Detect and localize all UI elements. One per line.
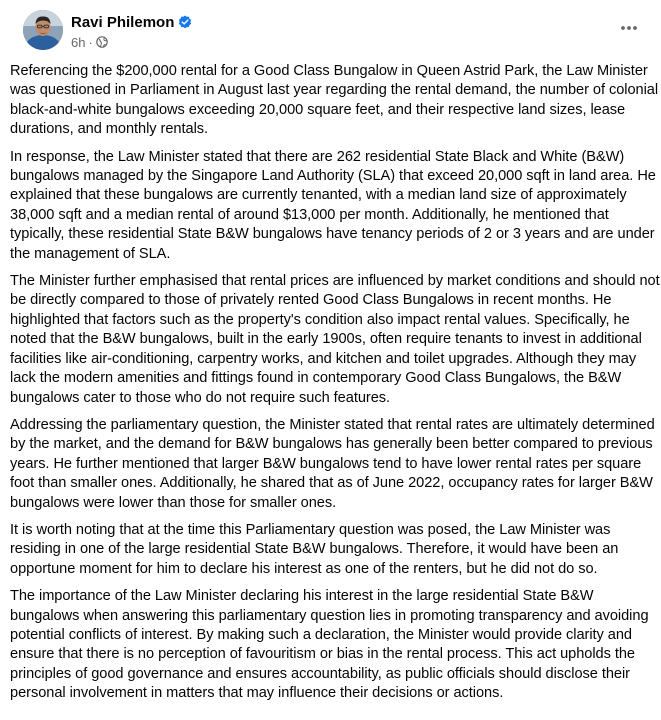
post-header <box>13 0 649 60</box>
more-options-icon[interactable] <box>617 18 641 38</box>
author-row <box>71 12 192 32</box>
avatar-image <box>23 10 63 50</box>
post-body <box>10 62 660 712</box>
post-paragraph: The Minister further emphasised that rental prices are influenced by market conditions and should not be directly compared to those of privately rented Good Class Bungalows in recent months. He highlighted that factors such as the property's condition also impact rental values. Specifically, he noted that the B&W bungalows, built in the early 1900s, often require tenants to invest in additional facilities like air-conditioning, carpentry works, and kitchen and toilet upgrades. Although they may lack the modern amenities and fittings found in contemporary Good Class Bungalows, the B&W bungalows cater to those who do not require such features. <box>10 273 660 406</box>
globe-icon[interactable] <box>96 36 108 48</box>
meta-separator: · <box>88 34 93 50</box>
post-paragraph: Referencing the $200,000 rental for a Good Class Bungalow in Queen Astrid Park, the Law Minister was questioned in Parliament in August last year regarding the rental demand, the number of colonial black-and-white bungalows exceeding 20,000 square feet, and their respective land sizes, lease durations, and monthly rentals. <box>10 63 659 138</box>
post-paragraph: The importance of the Law Minister declaring his interest in the large residential State B&W bungalows when answering this parliamentary question lies in promoting transparency and avoiding potential conflicts of interest. By making such a declaration, the Minister would provide clarity and ensure that there is no perception of favouritism or bias in the rental process. This act upholds the principles of good governance and ensures accountability, as public officials should disclose their personal involvement in matters that may influence their decisions or actions. <box>10 588 649 702</box>
post-timestamp[interactable]: 6h <box>71 34 86 50</box>
post-paragraph: In response, the Law Minister stated that there are 262 residential State Black and White (B&W) bungalows managed by the Singapore Land Authority (SLA) that exceed 20,000 sqft in land area. He explained that these bungalows are currently tenanted, with a median land size of approximately 38,000 sqft and a median rental of around $13,000 per month. Additionally, he mentioned that typically, these residential State B&W bungalows have tenancy periods of 2 or 3 years and are under the management of SLA. <box>10 148 656 262</box>
post-paragraph: It is worth noting that at the time this Parliamentary question was posed, the Law Minister was residing in one of the large residential State B&W bungalows. Therefore, it would have been an opportune moment for him to declare his interest as one of the renters, but he did not do so. <box>10 521 619 577</box>
author-name[interactable]: Ravi Philemon <box>71 13 175 31</box>
author-block <box>71 12 192 50</box>
verified-badge-icon <box>178 15 192 29</box>
post-paragraph: Addressing the parliamentary question, the Minister stated that rental rates are ultimately determined by the market, and the demand for B&W bungalows has generally been better compared to previous years. He further mentioned that larger B&W bungalows tend to have lower rental rates per square foot than smaller ones. Additionally, he shared that as of June 2022, occupancy rates for larger B&W bungalows were lower than those for smaller ones. <box>10 416 655 511</box>
post-meta <box>71 34 192 50</box>
avatar[interactable] <box>23 10 63 50</box>
